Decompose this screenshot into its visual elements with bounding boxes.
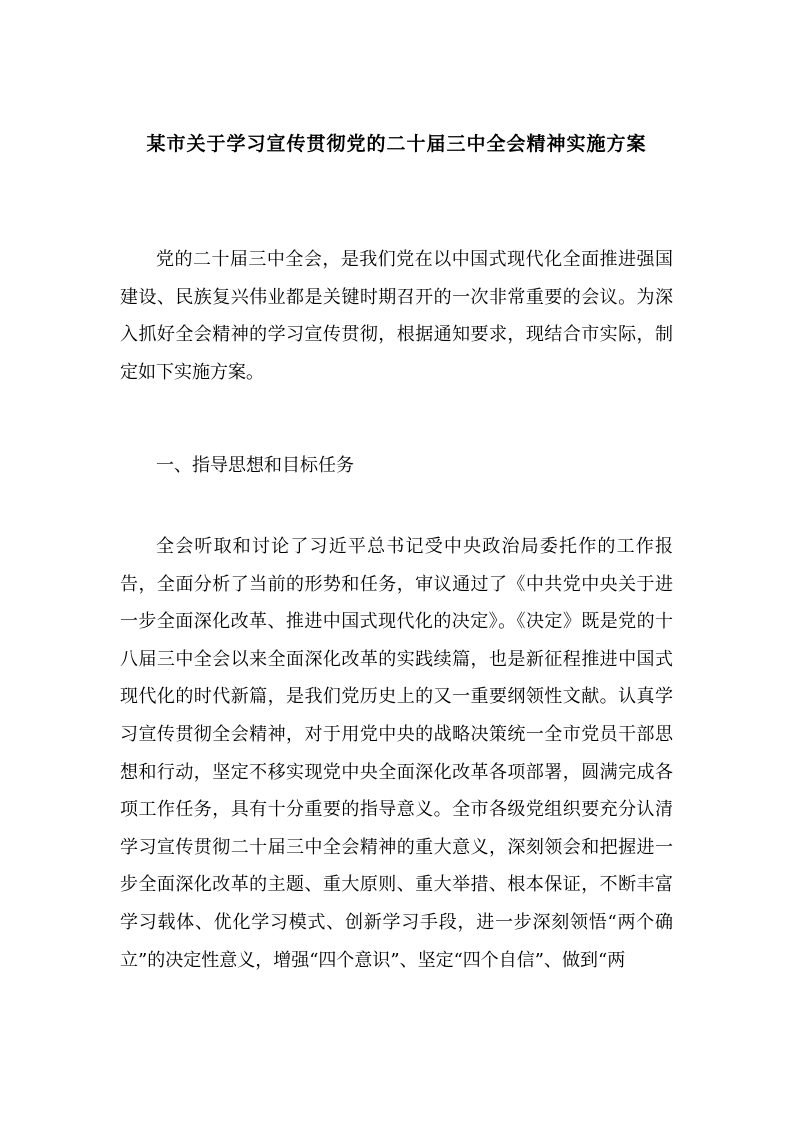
section-heading: 一、指导思想和目标任务 (156, 455, 354, 476)
body-paragraph: 全会听取和讨论了习近平总书记受中央政治局委托作的工作报告，全面分析了当前的形势和任务，审议通过了《中共党中央关于进一步全面深化改革、推进中国式现代化的决定》。《决定》既是党的十八届三中全会以来全面深化改革的实践续篇，也是新征程推进中国式现代化的时代新篇，是我们党历史上的又一重要纲领性文献。认真学习宣传贯彻全会精神，对于用党中央的战略决策统一全市党员干部思想和行动，坚定不移实现党中央全面深化改革各项部署，圆满完成各项工作任务，具有十分重要的指导意义。全市各级党组织要充分认清学习宣传贯彻二十届三中全会精神的重大意义，深刻领会和把握进一步全面深化改革的主题、重大原则、重大举措、根本保证，不断丰富学习载体、优化学习模式、创新学习手段，进一步深刻领悟“两个确立”的决定性意义，增强“四个意识”、坚定“四个自信”、做到“两 (120, 536, 673, 971)
intro-paragraph: 党的二十届三中全会，是我们党在以中国式现代化全面推进强国建设、民族复兴伟业都是关键时期召开的一次非常重要的会议。为深入抓好全会精神的学习宣传贯彻，根据通知要求，现结合市实际，制定如下实施方案。 (120, 249, 673, 383)
document-title: 某市关于学习宣传贯彻党的二十届三中全会精神实施方案 (146, 133, 647, 155)
